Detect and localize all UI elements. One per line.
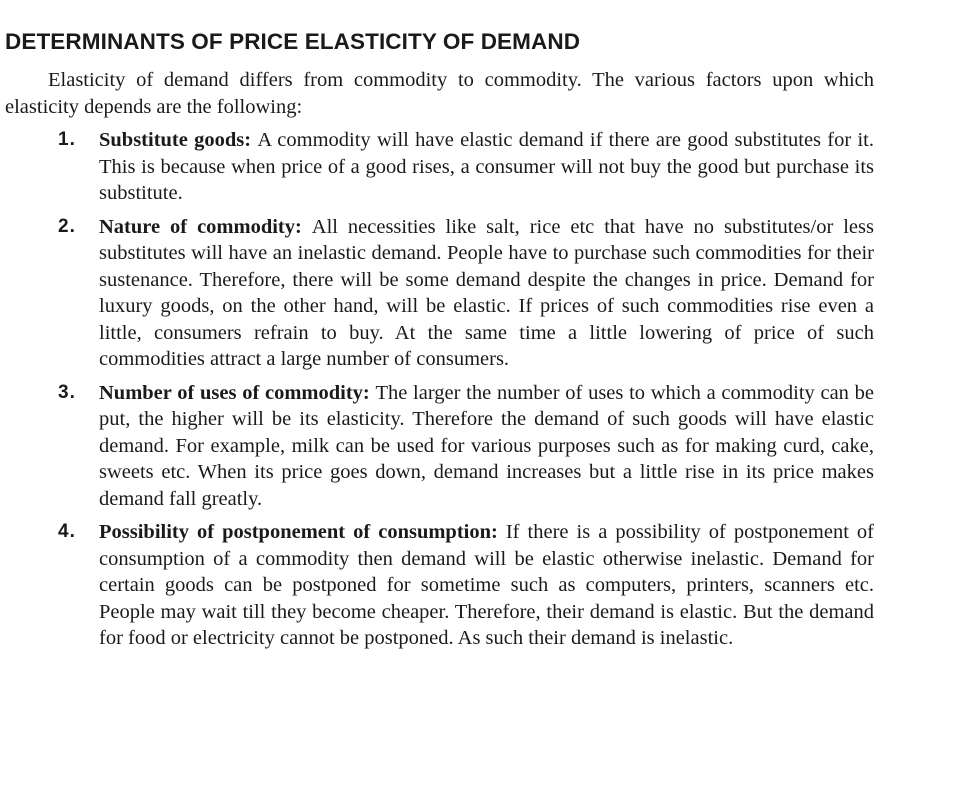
factor-number: 1. [58, 129, 76, 150]
factor-number: 3. [58, 381, 76, 403]
intro-paragraph: Elasticity of demand differs from commodity to commodity. The various factors upon which elasticity depends are the following: [5, 69, 874, 118]
factor-title: Possibility of postponement of consumption: [99, 521, 506, 543]
factor-list [5, 127, 874, 659]
factor-text: If there is a possibility of postponement of consumption of a commodity then demand will be elastic otherwise inelastic. Demand for certain goods can be postponed for sometime such as computers, printers, scanners etc. People may wait till they become cheaper. Therefore, their demand is elastic. But the demand for food or electricity cannot be postponed. As such their demand is inelastic. [99, 521, 874, 649]
factor-title: Number of uses of commodity: [99, 381, 376, 404]
factor-number: 2. [58, 215, 76, 237]
factor-item-substitute-goods [5, 127, 874, 207]
factor-text: All necessities like salt, rice etc that have no substitutes/or less substitutes will have an inelastic demand. People have to purchase such commodities for their sustenance. Therefore, there will be some demand despite the changes in price. Demand for luxury goods, on the other hand, will be elastic. If prices of such commodities rise even a little, consumers refrain to buy. At the same time a little lowering of price of such commodities attract a large number of consumers. [99, 215, 874, 370]
section-heading: DETERMINANTS OF PRICE ELASTICITY OF DEMAND [5, 29, 581, 54]
factor-title: Substitute goods: [99, 129, 258, 151]
factor-text: A commodity will have elastic demand if there are good substitutes for it. This is because when price of a good rises, a consumer will not buy the good but purchase its substitute. [99, 129, 874, 204]
factor-text: The larger the number of uses to which a commodity can be put, the higher will be its elasticity. Therefore the demand of such goods will have elastic demand. For example, milk can be used for various purposes such as for making curd, cake, sweets etc. When its price goes down, demand increases but a little rise in its price makes demand fall greatly. [99, 381, 874, 510]
factor-item-postponement [5, 519, 874, 652]
factor-item-number-of-uses [5, 380, 874, 513]
factor-number: 4. [58, 521, 76, 542]
factor-item-nature-of-commodity [5, 214, 874, 373]
factor-title: Nature of commodity: [99, 215, 312, 238]
